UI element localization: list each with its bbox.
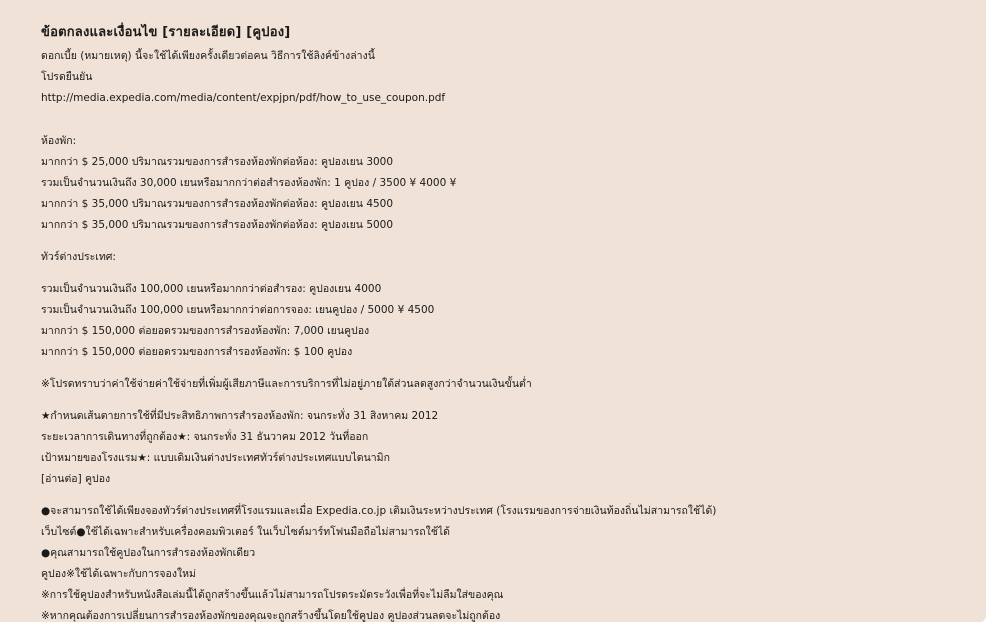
coupon-howto-link[interactable]: http://media.expedia.com/media/content/expjpn/pdf/how_to_use_coupon.pdf bbox=[41, 92, 446, 104]
surcharge-notice: ※โปรดทราบว่าค่าใช้จ่ายค่าใช้จ่ายที่เพิ่มผู้เสียภาษีและการบริการที่ไม่อยู่ภายใต้ส่วนลดสูงกว่าจำนวนเงินขั้นต่ำ bbox=[41, 378, 532, 390]
right-margin bbox=[986, 0, 994, 628]
rooms-line: มากกว่า $ 35,000 ปริมาณรวมของการสำรองห้องพักต่อห้อง: คูปองเยน 5000 bbox=[41, 219, 394, 231]
rooms-line: รวมเป็นจำนวนเงินถึง 30,000 เยนหรือมากกว่าต่อสำรองห้องพัก: 1 คูปอง / 3500 ¥ 4000 ¥ bbox=[41, 177, 457, 189]
bottom-margin bbox=[0, 622, 994, 628]
tours-heading: ทัวร์ต่างประเทศ: bbox=[41, 251, 116, 263]
tours-line: รวมเป็นจำนวนเงินถึง 100,000 เยนหรือมากกว่าต่อสำรอง: คูปองเยน 4000 bbox=[41, 283, 382, 295]
condition-line: ●คุณสามารถใช้คูปองในการสำรองห้องพักเดียว bbox=[41, 547, 256, 559]
period-line: เป้าหมายของโรงแรม★: แบบเดิมเงินต่างประเทศทัวร์ต่างประเทศแบบไดนามิก bbox=[41, 452, 390, 464]
page-title: ข้อตกลงและเงื่อนไข [รายละเอียด] [คูปอง] bbox=[41, 25, 291, 40]
terms-content bbox=[41, 24, 971, 622]
period-line: ระยะเวลาการเดินทางที่ถูกต้อง★: จนกระทั่ง 31 ธันวาคม 2012 วันที่ออก bbox=[41, 431, 369, 443]
condition-line: เว็บไซต์●ใช้ได้เฉพาะสำหรับเครื่องคอมพิวเตอร์ ในเว็บไซต์มาร์ทโฟนมือถือไม่สามารถใช้ได้ bbox=[41, 526, 450, 538]
rooms-line: มากกว่า $ 35,000 ปริมาณรวมของการสำรองห้องพักต่อห้อง: คูปองเยน 4500 bbox=[41, 198, 394, 210]
condition-line: คูปอง※ใช้ได้เฉพาะกับการจองใหม่ bbox=[41, 568, 196, 580]
condition-line: ※การใช้คูปองสำหรับหนังสือเล่มนี้ได้ถูกสร้างขึ้นแล้วไม่สามารถโปรดระมัดระวังเพื่อที่จะไม่ลืมใส่ของคุณ bbox=[41, 589, 504, 601]
intro-note: ดอกเบี้ย (หมายเหตุ) นี้จะใช้ได้เพียงครั้งเดียวต่อคน วิธีการใช้ลิงค์ข้างล่างนี้ bbox=[41, 50, 375, 62]
condition-line: ●จะสามารถใช้ได้เพียงจองทัวร์ต่างประเทศที่โรงแรมและเมื่อ Expedia.co.jp เติมเงินระหว่างประเทศ (โรงแรมของการจ่ายเงินท้องถิ่นไม่สามารถใช้ได้) bbox=[41, 505, 717, 517]
tours-line: รวมเป็นจำนวนเงินถึง 100,000 เยนหรือมากกว่าต่อการจอง: เยนคูปอง / 5000 ¥ 4500 bbox=[41, 304, 435, 316]
tours-line: มากกว่า $ 150,000 ต่อยอดรวมของการสำรองห้องพัก: 7,000 เยนคูปอง bbox=[41, 325, 370, 337]
period-line: ★กำหนดเส้นตายการใช้ที่มีประสิทธิภาพการสำรองห้องพัก: จนกระทั่ง 31 สิงหาคม 2012 bbox=[41, 410, 439, 422]
read-more-coupon: [อ่านต่อ] คูปอง bbox=[41, 473, 111, 485]
intro-confirm: โปรดยืนยัน bbox=[41, 71, 93, 83]
rooms-line: มากกว่า $ 25,000 ปริมาณรวมของการสำรองห้องพักต่อห้อง: คูปองเยน 3000 bbox=[41, 156, 394, 168]
rooms-heading: ห้องพัก: bbox=[41, 135, 77, 147]
tours-line: มากกว่า $ 150,000 ต่อยอดรวมของการสำรองห้องพัก: $ 100 คูปอง bbox=[41, 346, 353, 358]
condition-line: ※หากคุณต้องการเปลี่ยนการสำรองห้องพักของคุณจะถูกสร้างขึ้นโดยใช้คูปอง คูปองส่วนลดจะไม่ถูกต้อง bbox=[41, 610, 501, 622]
